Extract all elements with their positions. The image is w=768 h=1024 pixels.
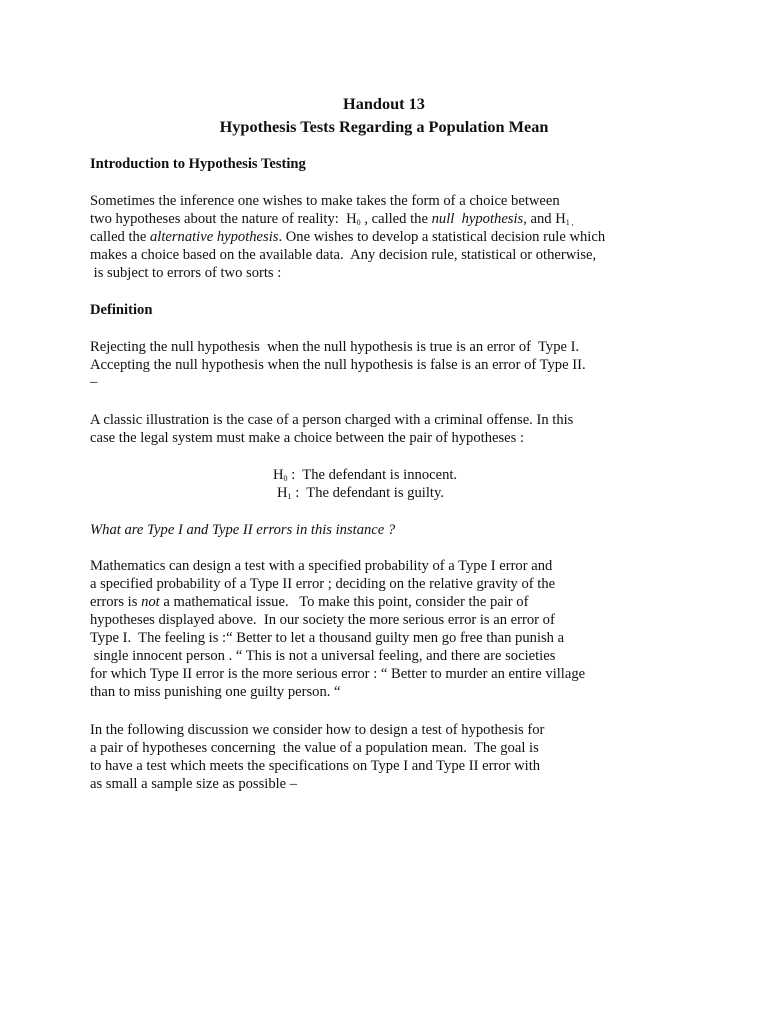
closing-line-2: a pair of hypotheses concerning the value of a population mean. The goal is	[90, 740, 539, 756]
intro-line-3-a: called the	[90, 229, 150, 245]
math-line-1: Mathematics can design a test with a specified probability of a Type I error and	[90, 558, 553, 574]
definition-line-3: –	[90, 374, 98, 390]
math-line-2: a specified probability of a Type II error ; deciding on the relative gravity of the	[90, 576, 556, 592]
intro-heading: Introduction to Hypothesis Testing	[90, 156, 306, 172]
intro-line-3-b: . One wishes to develop a statistical decision rule which	[278, 229, 606, 245]
null-hypothesis-term: null hypothesis	[431, 211, 524, 227]
hypothesis-h0	[273, 466, 457, 484]
hypothesis-h1	[277, 484, 444, 502]
math-line-3	[90, 593, 528, 611]
illustration-line-1: A classic illustration is the case of a person charged with a criminal offense. In this	[90, 412, 574, 428]
h1-text: : The defendant is guilty.	[291, 485, 444, 501]
handout-subtitle: Hypothesis Tests Regarding a Population Mean	[219, 117, 549, 136]
h1-subscript: 1 ,	[565, 218, 574, 227]
definition-line-1: Rejecting the null hypothesis when the null hypothesis is true is an error of Type I.	[90, 339, 580, 355]
math-line-3-a: errors is	[90, 594, 142, 610]
closing-line-1: In the following discussion we consider how to design a test of hypothesis for	[90, 722, 545, 738]
closing-line-3: to have a test which meets the specifications on Type I and Type II error with	[90, 758, 541, 774]
math-line-3-b: a mathematical issue. To make this point, consider the pair of	[159, 594, 529, 610]
intro-line-2-b: , called the	[360, 211, 432, 227]
handout-title: Handout 13	[343, 94, 425, 113]
intro-line-1: Sometimes the inference one wishes to make takes the form of a choice between	[90, 193, 560, 209]
emphasis-not: not	[141, 594, 160, 610]
math-line-7: for which Type II error is the more serious error : “ Better to murder an entire village	[90, 666, 586, 682]
type-errors-question: What are Type I and Type II errors in this instance ?	[90, 522, 396, 538]
closing-line-4: as small a sample size as possible –	[90, 776, 298, 792]
h0-text: : The defendant is innocent.	[287, 467, 458, 483]
intro-line-2-c: , and H	[523, 211, 566, 227]
math-line-5: Type I. The feeling is :“ Better to let a thousand guilty men go free than punish a	[90, 630, 565, 646]
h1-sub: 1	[287, 492, 292, 501]
alternative-hypothesis-term: alternative hypothesis	[149, 229, 279, 245]
h0-sub: 0	[283, 474, 288, 483]
math-line-4: hypotheses displayed above. In our society the more serious error is an error of	[90, 612, 555, 628]
illustration-line-2: case the legal system must make a choice between the pair of hypotheses :	[90, 430, 525, 446]
h0-subscript: 0	[356, 218, 361, 227]
intro-line-2-a: two hypotheses about the nature of reality: H	[90, 211, 357, 227]
math-line-6: single innocent person . “ This is not a universal feeling, and there are societies	[90, 648, 556, 664]
definition-heading: Definition	[90, 302, 153, 318]
h0-letter: H	[273, 467, 284, 483]
intro-line-2	[90, 210, 574, 228]
math-line-8: than to miss punishing one guilty person. “	[90, 684, 341, 700]
h1-letter: H	[277, 485, 288, 501]
intro-line-4: makes a choice based on the available data. Any decision rule, statistical or otherwise,	[90, 247, 597, 263]
intro-line-5: is subject to errors of two sorts :	[90, 265, 282, 281]
definition-line-2: Accepting the null hypothesis when the null hypothesis is false is an error of Type II.	[90, 357, 586, 373]
intro-line-3	[90, 228, 605, 246]
